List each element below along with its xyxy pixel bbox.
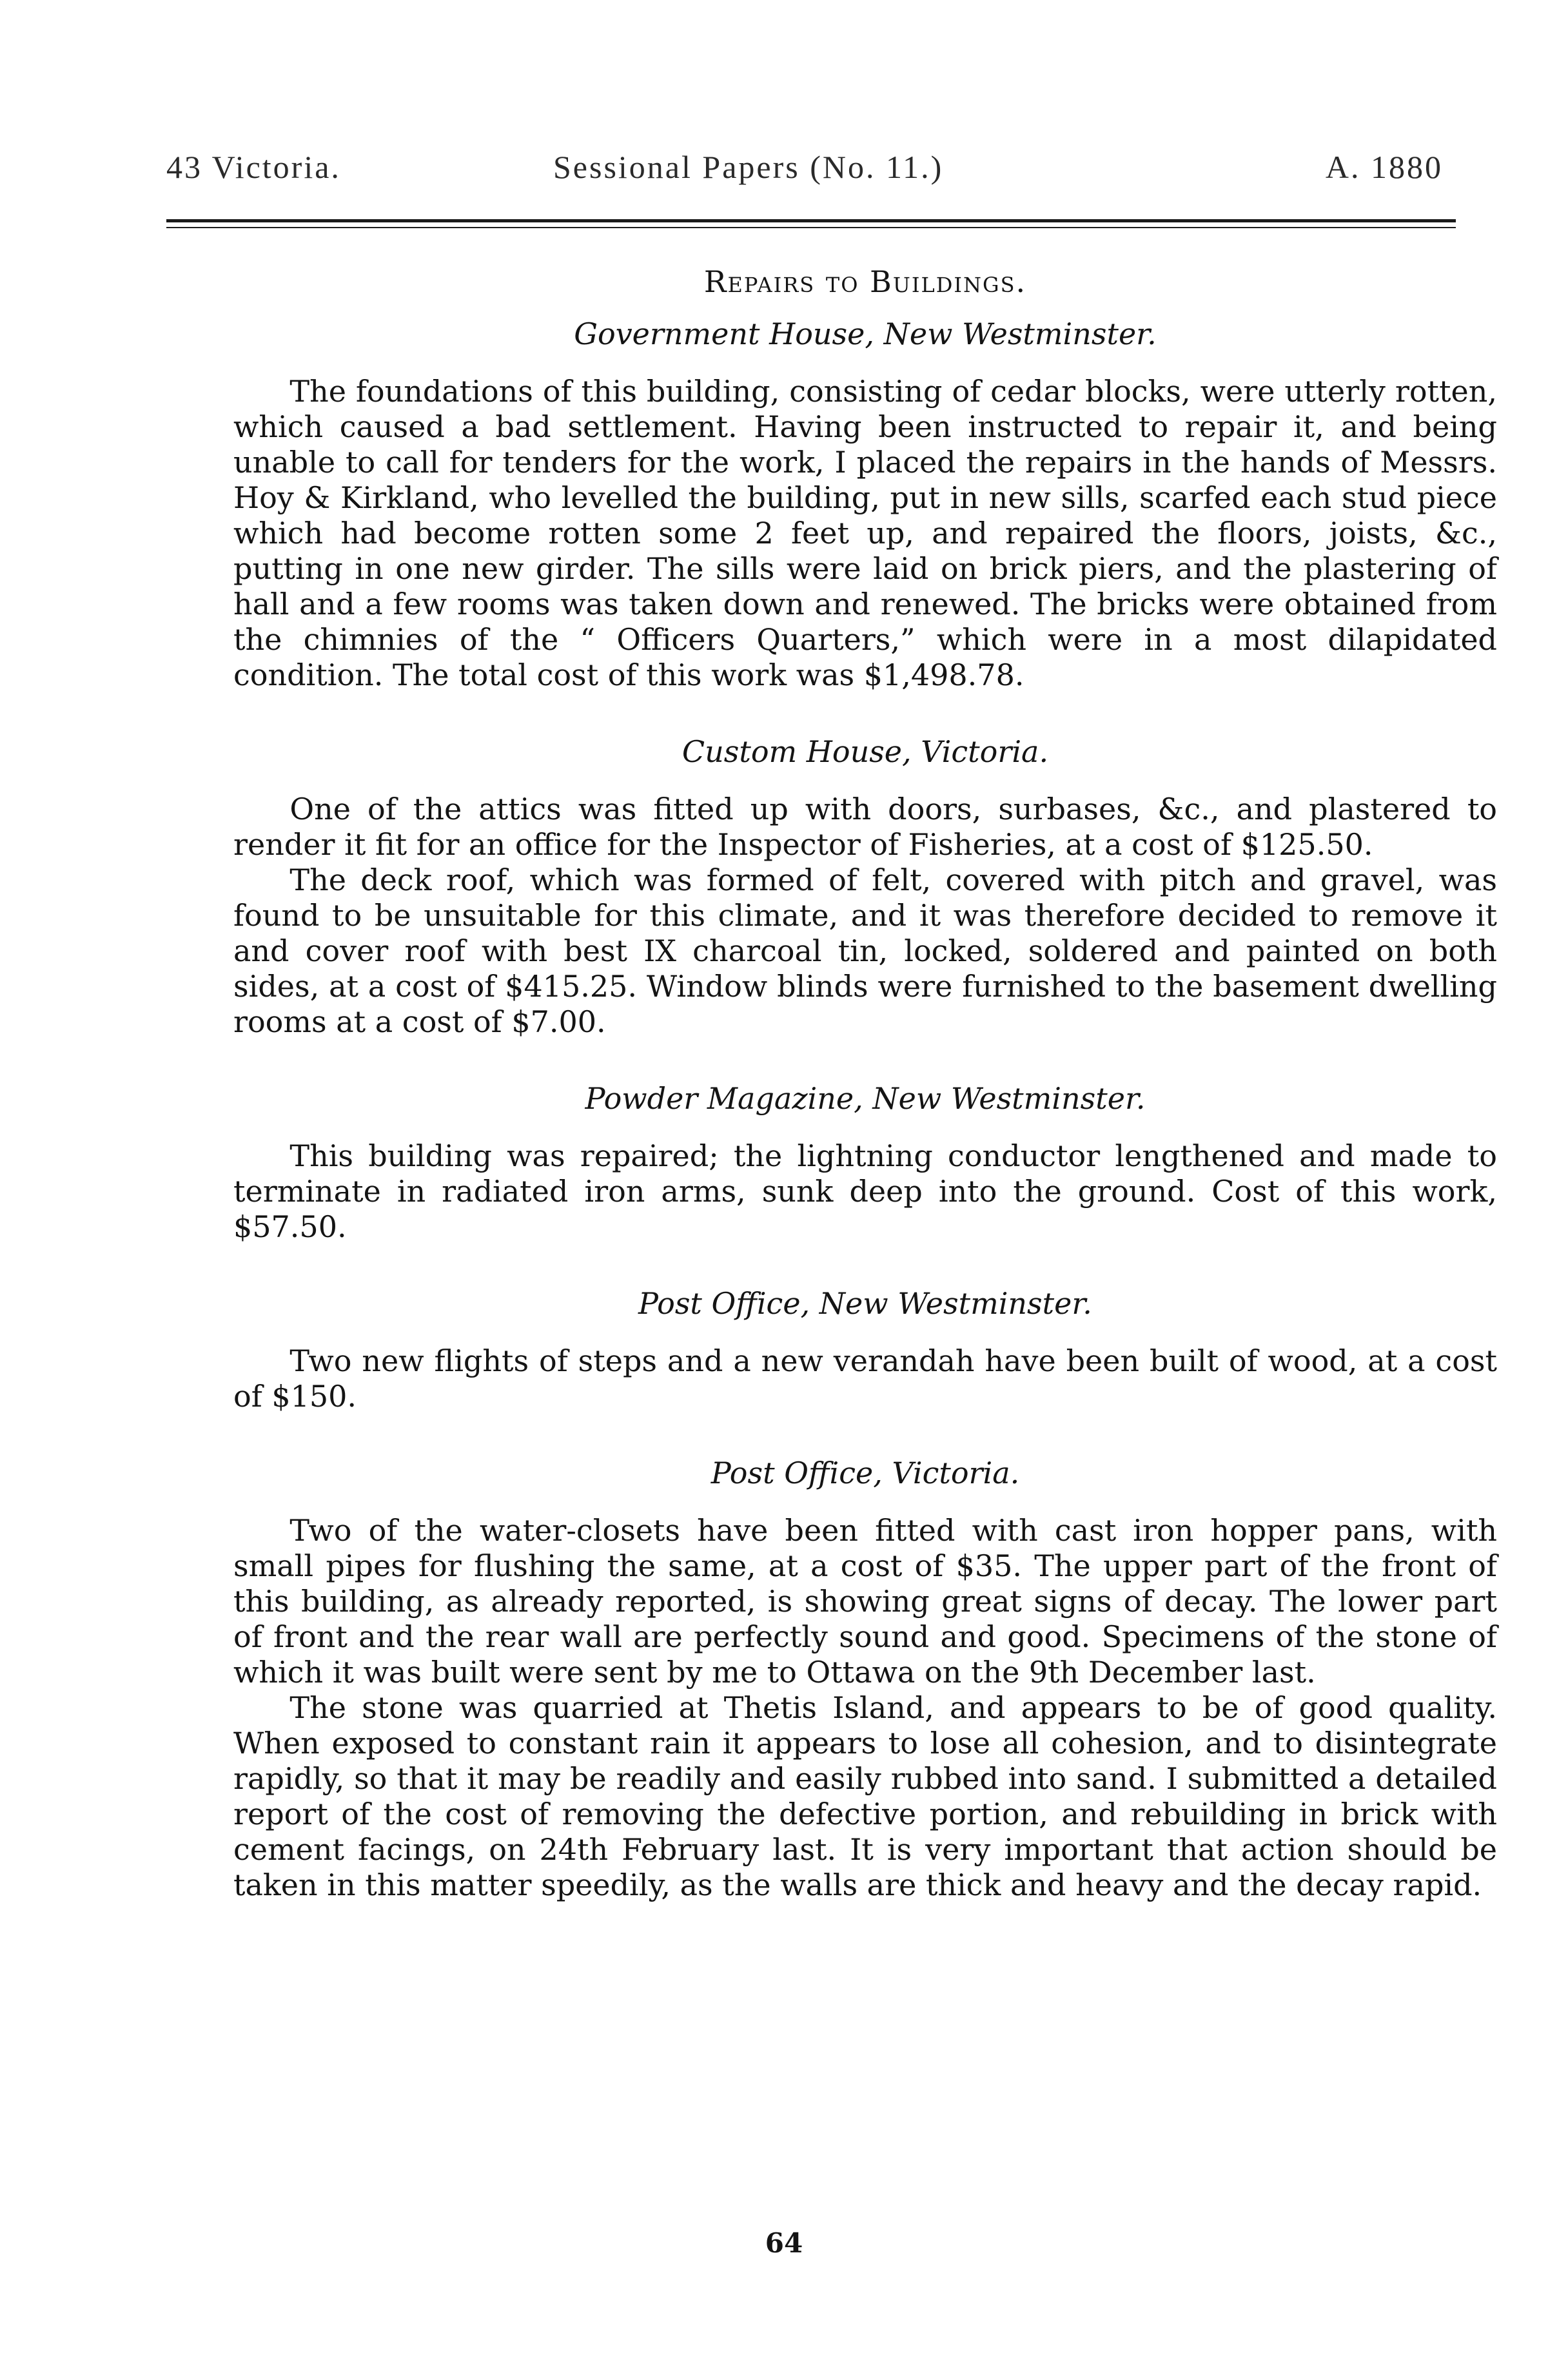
subheading-custom-house: Custom House, Victoria. <box>681 734 1049 769</box>
paragraph: This building was repaired; the lightning conductor lengthened and made to terminate in radiated iron arms, sunk deep into the ground. Cost of this work, $57.50. <box>233 1138 1497 1244</box>
header-sessional-papers: Sessional Papers (No. 11.) <box>553 149 944 185</box>
header-rule-thick <box>166 219 1456 222</box>
page-body <box>233 264 1497 1903</box>
paragraph: Two new flights of steps and a new verandah have been built of wood, at a cost of $150. <box>233 1343 1497 1414</box>
paragraph: The foundations of this building, consisting of cedar blocks, were utterly rotten, which caused a bad settlement. Having been instructed to repair it, and being unable to call for tenders for the work, I placed the repairs in the hands of Messrs. Hoy & Kirkland, who levelled the building, put in new sills, scarfed each stud piece which had become rotten some 2 feet up, and repaired the floors, joists, &c., putting in one new girder. The sills were laid on brick piers, and the plastering of hall and a few rooms was taken down and renewed. The bricks were obtained from the chimnies of the “ Officers Quarters,” which were in a most dilapidated condition. The total cost of this work was $1,498.78. <box>233 374 1497 692</box>
header-rule-thin <box>166 227 1456 228</box>
paragraph: The stone was quarried at Thetis Island, and appears to be of good quality. When exposed to constant rain it appears to lose all cohesion, and to disintegrate rapidly, so that it may be readily and easily rubbed into sand. I submitted a detailed report of the cost of removing the defective portion, and rebuilding in brick with cement facings, on 24th February last. It is very important that action should be taken in this matter speedily, as the walls are thick and heavy and the decay rapid. <box>233 1690 1497 1902</box>
paragraph: Two of the water-closets have been fitted with cast iron hopper pans, with small pipes for flushing the same, at a cost of $35. The upper part of the front of this building, as already reported, is showing great signs of decay. The lower part of front and the rear wall are perfectly sound and good. Specimens of the stone of which it was built were sent by me to Ottawa on the 9th December last. <box>233 1513 1497 1690</box>
section-title: Repairs to Buildings. <box>703 264 1027 299</box>
subheading-government-house: Government House, New Westminster. <box>574 317 1157 351</box>
subheading-powder-magazine: Powder Magazine, New Westminster. <box>585 1081 1146 1116</box>
subheading-post-office-new-westminster: Post Office, New Westminster. <box>638 1286 1092 1321</box>
running-header <box>166 148 1443 193</box>
header-volume: 43 Victoria. <box>166 149 341 185</box>
paragraph: The deck roof, which was formed of felt, covered with pitch and gravel, was found to be unsuitable for this climate, and it was therefore decided to remove it and cover roof with best IX charcoal tin, locked, soldered and painted on both sides, at a cost of $415.25. Window blinds were furnished to the basement dwelling rooms at a cost of $7.00. <box>233 863 1497 1039</box>
subheading-post-office-victoria: Post Office, Victoria. <box>710 1456 1020 1490</box>
header-year: A. 1880 <box>1325 149 1443 185</box>
page-number: 64 <box>765 2227 803 2259</box>
paragraph: One of the attics was fitted up with doors, surbases, &c., and plastered to render it fit for an office for the Inspector of Fisheries, at a cost of $125.50. <box>233 792 1497 862</box>
